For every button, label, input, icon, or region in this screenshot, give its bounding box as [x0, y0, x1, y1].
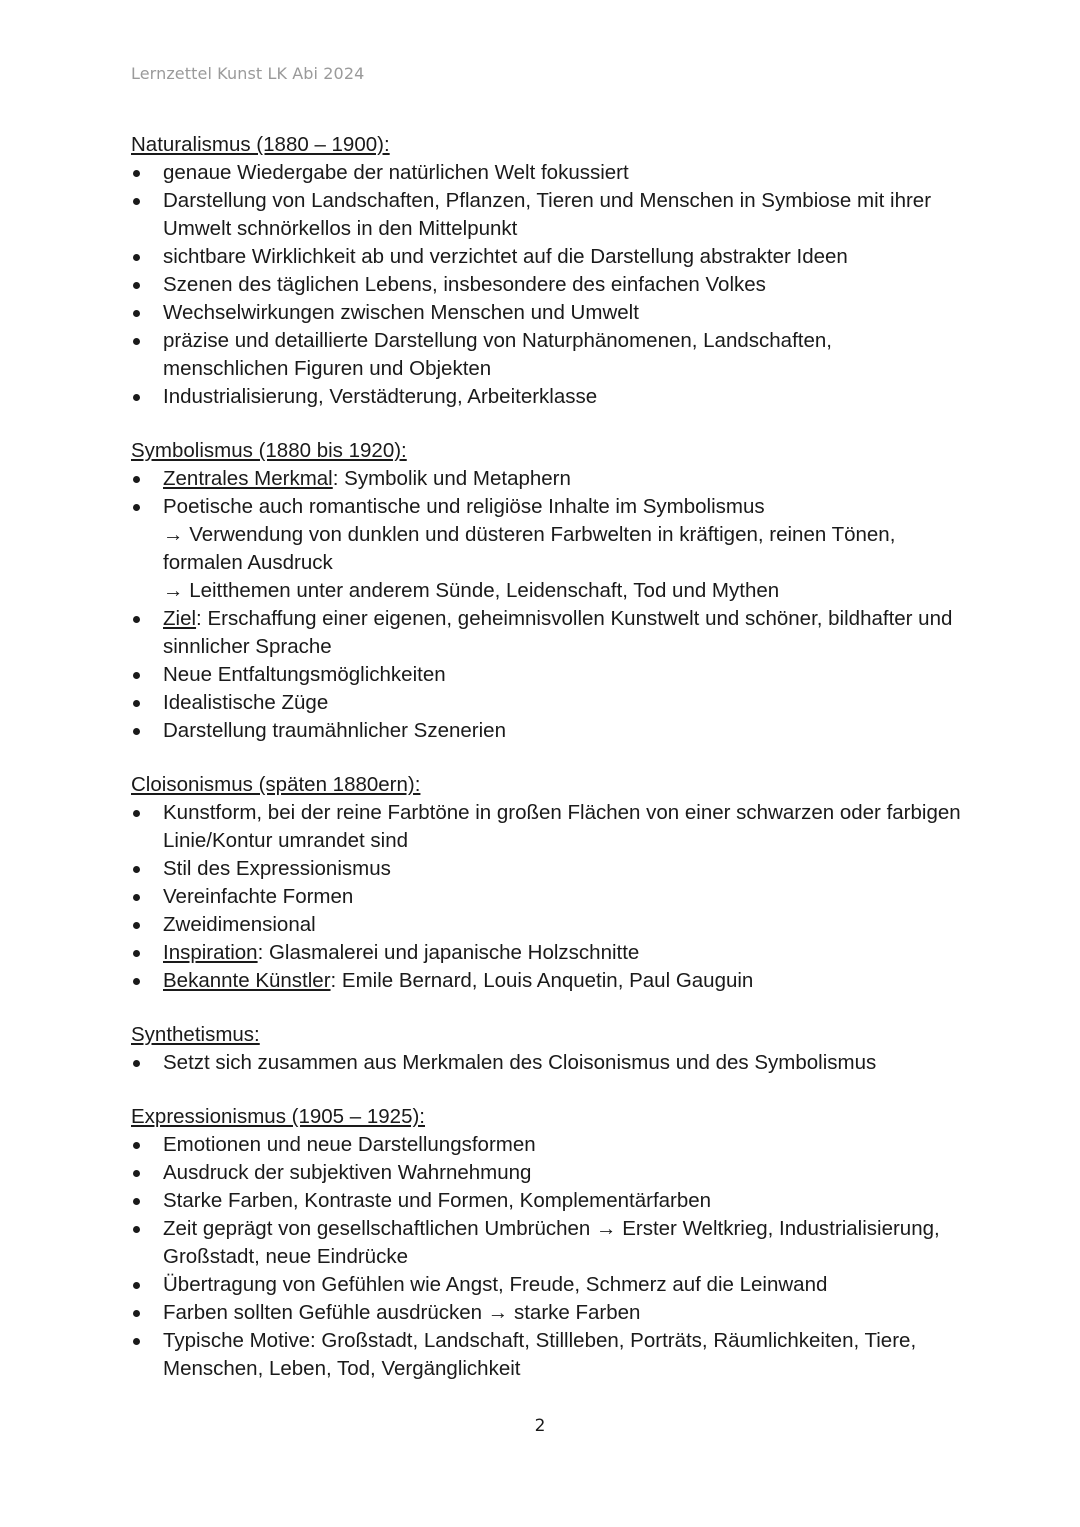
item-text: : Glasmalerei und japanische Holzschnitte	[257, 941, 640, 964]
bullet-list	[131, 159, 961, 411]
list-item: Wechselwirkungen zwischen Menschen und Umwelt	[131, 299, 961, 327]
list-item: Darstellung traumähnlicher Szenerien	[131, 717, 961, 745]
bullet-list	[131, 799, 961, 995]
page-number: 2	[534, 1416, 546, 1436]
section-title: Naturalismus (1880 – 1900):	[131, 133, 390, 156]
section-symbolismus	[131, 437, 961, 745]
list-item	[131, 605, 961, 661]
list-item: Farben sollten Gefühle ausdrücken → starke Farben	[131, 1299, 961, 1327]
item-text: : Erschaffung einer eigenen, geheimnisvollen Kunstwelt und schöner, bildhafter und sinnlicher Sprache	[163, 607, 953, 658]
item-label: Bekannte Künstler	[163, 969, 331, 992]
list-item: Szenen des täglichen Lebens, insbesondere des einfachen Volkes	[131, 271, 961, 299]
bullet-list	[131, 465, 961, 745]
page-header: Lernzettel Kunst LK Abi 2024	[131, 64, 365, 83]
section-cloisonismus	[131, 771, 961, 995]
list-item	[131, 939, 961, 967]
list-item: Emotionen und neue Darstellungsformen	[131, 1131, 961, 1159]
list-item: Übertragung von Gefühlen wie Angst, Freude, Schmerz auf die Leinwand	[131, 1271, 961, 1299]
item-text: : Emile Bernard, Louis Anquetin, Paul Gauguin	[330, 969, 754, 992]
list-item: Neue Entfaltungsmöglichkeiten	[131, 661, 961, 689]
list-item: Zeit geprägt von gesellschaftlichen Umbrüchen → Erster Weltkrieg, Industrialisierung, Großstadt, neue Eindrücke	[131, 1215, 961, 1271]
item-label: Zentrales Merkmal	[163, 467, 333, 490]
section-synthetismus	[131, 1021, 961, 1077]
item-label: Ziel	[163, 607, 197, 630]
list-item: Idealistische Züge	[131, 689, 961, 717]
list-item: Ausdruck der subjektiven Wahrnehmung	[131, 1159, 961, 1187]
list-item	[131, 465, 961, 493]
list-item: Setzt sich zusammen aus Merkmalen des Cloisonismus und des Symbolismus	[131, 1049, 961, 1077]
list-item: präzise und detaillierte Darstellung von Naturphänomenen, Landschaften, menschlichen Figuren und Objekten	[131, 327, 961, 383]
list-item: sichtbare Wirklichkeit ab und verzichtet auf die Darstellung abstrakter Ideen	[131, 243, 961, 271]
section-title: Expressionismus (1905 – 1925):	[131, 1105, 425, 1128]
list-item: Starke Farben, Kontraste und Formen, Komplementärfarben	[131, 1187, 961, 1215]
item-subline: → Verwendung von dunklen und düsteren Farbwelten in kräftigen, reinen Tönen, formalen Ausdruck	[163, 523, 896, 574]
list-item	[131, 493, 961, 605]
list-item	[131, 967, 961, 995]
list-item: genaue Wiedergabe der natürlichen Welt fokussiert	[131, 159, 961, 187]
list-item: Darstellung von Landschaften, Pflanzen, Tieren und Menschen in Symbiose mit ihrer Umwelt schnörkellos in den Mittelpunkt	[131, 187, 961, 243]
section-title: Cloisonismus (späten 1880ern):	[131, 773, 421, 796]
section-expressionismus	[131, 1103, 961, 1383]
section-title: Symbolismus (1880 bis 1920):	[131, 439, 407, 462]
section-naturalismus	[131, 131, 961, 411]
document-body	[131, 131, 961, 1409]
bullet-list	[131, 1131, 961, 1383]
item-text: Poetische auch romantische und religiöse Inhalte im Symbolismus	[163, 495, 765, 518]
list-item: Typische Motive: Großstadt, Landschaft, Stillleben, Porträts, Räumlichkeiten, Tiere, Menschen, Leben, Tod, Vergänglichkeit	[131, 1327, 961, 1383]
bullet-list	[131, 1049, 961, 1077]
list-item: Zweidimensional	[131, 911, 961, 939]
list-item: Vereinfachte Formen	[131, 883, 961, 911]
section-title: Synthetismus:	[131, 1023, 260, 1046]
list-item: Industrialisierung, Verstädterung, Arbeiterklasse	[131, 383, 961, 411]
item-label: Inspiration	[163, 941, 258, 964]
item-text: : Symbolik und Metaphern	[332, 467, 571, 490]
item-subline: → Leitthemen unter anderem Sünde, Leidenschaft, Tod und Mythen	[163, 579, 780, 602]
list-item: Kunstform, bei der reine Farbtöne in großen Flächen von einer schwarzen oder farbigen Linie/Kontur umrandet sind	[131, 799, 961, 855]
list-item: Stil des Expressionismus	[131, 855, 961, 883]
